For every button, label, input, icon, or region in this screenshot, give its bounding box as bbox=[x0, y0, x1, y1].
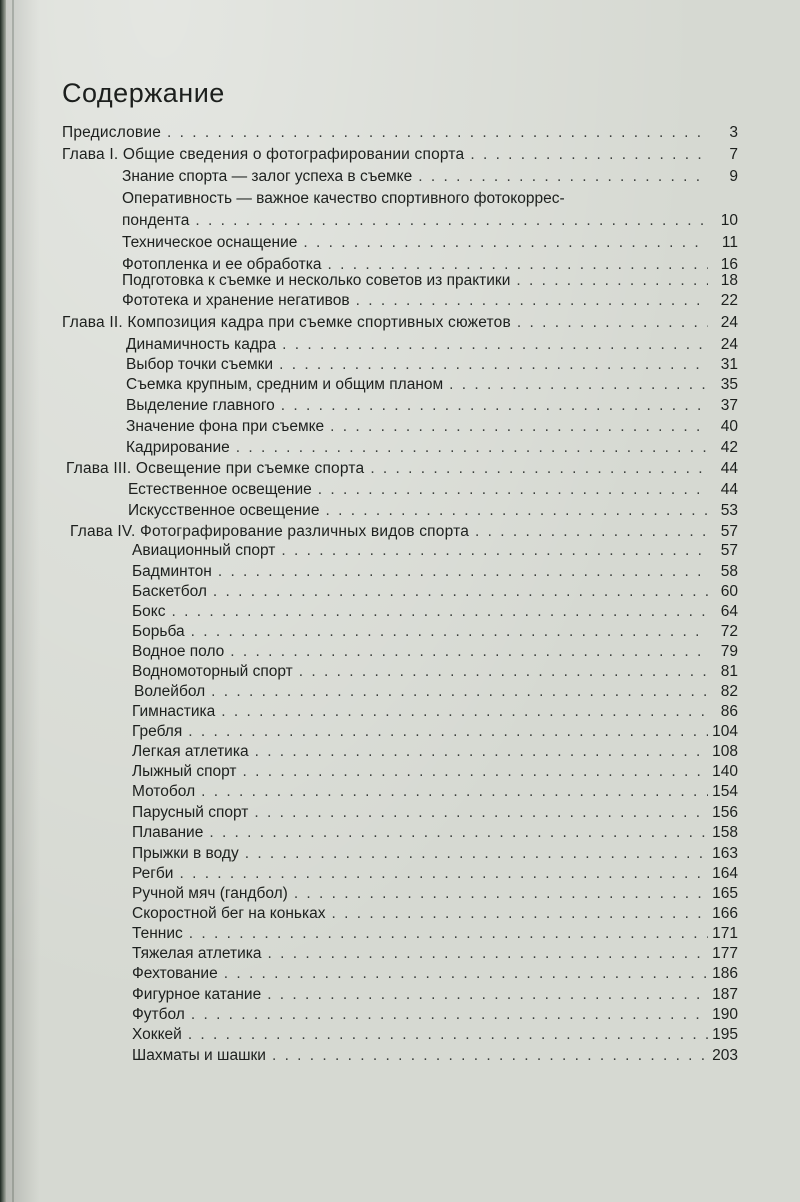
entry-title: Мотобол bbox=[132, 783, 196, 800]
entry-title: Футбол bbox=[132, 1006, 185, 1023]
toc-entry bbox=[132, 986, 738, 1008]
toc-entry bbox=[132, 945, 738, 967]
entry-title: Лыжный спорт bbox=[132, 763, 237, 780]
toc-entry bbox=[132, 885, 738, 907]
entry-title: Авиационный спорт bbox=[132, 542, 276, 559]
entry-page: 7 bbox=[729, 146, 738, 163]
toc-entry bbox=[132, 1047, 738, 1069]
entry-title: Съемка крупным, средним и общим планом bbox=[126, 376, 444, 393]
entry-title: Оперативность — важное качество спортивного фотокоррес- bbox=[122, 190, 565, 207]
toc-entry bbox=[132, 763, 738, 785]
toc-entry bbox=[122, 190, 738, 212]
entry-page: 140 bbox=[712, 763, 738, 780]
entry-title: Глава IV. Фотографирование различных видов спорта bbox=[70, 523, 470, 540]
entry-title: Кадрирование bbox=[126, 439, 230, 456]
entry-title: Скоростной бег на коньках bbox=[132, 905, 326, 922]
entry-page: 190 bbox=[712, 1006, 738, 1023]
entry-title: Баскетбол bbox=[132, 583, 207, 600]
entry-title: Теннис bbox=[132, 925, 183, 942]
entry-page: 3 bbox=[729, 124, 738, 141]
entry-page: 11 bbox=[721, 234, 738, 251]
entry-page: 72 bbox=[720, 623, 738, 640]
entry-title: Знание спорта — залог успеха в съемке bbox=[122, 168, 413, 185]
entry-title: Тяжелая атлетика bbox=[132, 945, 262, 962]
toc-entry bbox=[122, 292, 738, 314]
entry-title: Фототека и хранение негативов bbox=[122, 292, 350, 309]
entry-page: 104 bbox=[712, 723, 738, 740]
entry-page: 37 bbox=[720, 397, 738, 414]
entry-page: 24 bbox=[720, 336, 738, 353]
entry-page: 158 bbox=[712, 824, 738, 841]
entry-title: Легкая атлетика bbox=[132, 743, 249, 760]
toc-entry bbox=[122, 234, 738, 256]
toc-entry bbox=[126, 418, 738, 440]
toc-entry-chapter-2 bbox=[62, 314, 738, 336]
entry-title: Фотопленка и ее обработка bbox=[122, 256, 322, 273]
entry-page: 154 bbox=[712, 783, 738, 800]
entry-page: 64 bbox=[720, 603, 738, 620]
entry-page: 82 bbox=[720, 683, 738, 700]
entry-page: 44 bbox=[720, 481, 738, 498]
toc-entry bbox=[132, 723, 738, 745]
entry-title: Динамичность кадра bbox=[126, 336, 277, 353]
entry-title: Глава III. Освещение при съемке спорта bbox=[66, 460, 365, 477]
entry-page: 186 bbox=[712, 965, 738, 982]
entry-title: Глава I. Общие сведения о фотографировании спорта bbox=[62, 146, 465, 163]
entry-title: Водное поло bbox=[132, 643, 225, 660]
toc-entry bbox=[132, 845, 738, 867]
toc-entry bbox=[132, 824, 738, 846]
entry-title: Прыжки в воду bbox=[132, 845, 239, 862]
entry-page: 24 bbox=[720, 314, 738, 331]
entry-title: Искусственное освещение bbox=[128, 502, 320, 519]
page-title: Содержание bbox=[62, 78, 225, 108]
entry-page: 42 bbox=[720, 439, 738, 456]
toc-entry-preface bbox=[62, 124, 738, 146]
entry-page: 22 bbox=[720, 292, 738, 309]
toc-entry bbox=[132, 643, 738, 665]
entry-title: Значение фона при съемке bbox=[126, 418, 325, 435]
toc-entry bbox=[132, 804, 738, 826]
entry-page: 18 bbox=[720, 272, 738, 289]
toc-entry bbox=[122, 168, 738, 190]
entry-page: 156 bbox=[712, 804, 738, 821]
toc-entry bbox=[132, 703, 738, 725]
toc-entry bbox=[122, 212, 738, 234]
toc-entry bbox=[132, 563, 738, 585]
entry-page: 195 bbox=[712, 1026, 738, 1043]
entry-title: Глава II. Композиция кадра при съемке спортивных сюжетов bbox=[62, 314, 511, 331]
entry-page: 9 bbox=[729, 168, 738, 185]
entry-page: 81 bbox=[720, 663, 738, 680]
entry-page: 16 bbox=[720, 256, 738, 273]
toc-entry bbox=[132, 583, 738, 605]
entry-title: Плавание bbox=[132, 824, 204, 841]
entry-title: Бокс bbox=[132, 603, 166, 620]
toc-entry bbox=[132, 905, 738, 927]
entry-page: 177 bbox=[712, 945, 738, 962]
entry-page: 108 bbox=[712, 743, 738, 760]
toc-entry bbox=[128, 481, 738, 503]
toc-entry bbox=[126, 336, 738, 358]
toc-entry bbox=[126, 397, 738, 419]
toc-entry bbox=[132, 663, 738, 685]
entry-page: 58 bbox=[720, 563, 738, 580]
toc-entry bbox=[132, 783, 738, 805]
toc-entry bbox=[134, 683, 738, 705]
entry-page: 31 bbox=[720, 356, 738, 373]
toc-entry bbox=[132, 1026, 738, 1048]
entry-page: 35 bbox=[720, 376, 738, 393]
toc-entry bbox=[132, 743, 738, 765]
entry-title: Фигурное катание bbox=[132, 986, 262, 1003]
entry-title: Естественное освещение bbox=[128, 481, 312, 498]
entry-title: Гимнастика bbox=[132, 703, 216, 720]
toc-entry bbox=[132, 925, 738, 947]
toc-entry bbox=[132, 542, 738, 564]
entry-page: 79 bbox=[720, 643, 738, 660]
entry-title: пондента bbox=[122, 212, 190, 229]
entry-title: Шахматы и шашки bbox=[132, 1047, 266, 1064]
entry-page: 57 bbox=[720, 542, 738, 559]
entry-page: 164 bbox=[712, 865, 738, 882]
entry-page: 44 bbox=[720, 460, 738, 477]
entry-page: 187 bbox=[712, 986, 738, 1003]
entry-title: Выбор точки съемки bbox=[126, 356, 274, 373]
entry-page: 60 bbox=[720, 583, 738, 600]
entry-page: 165 bbox=[712, 885, 738, 902]
toc-entry bbox=[128, 502, 738, 524]
toc-entry-chapter-1 bbox=[62, 146, 738, 168]
entry-title: Гребля bbox=[132, 723, 183, 740]
toc-entry bbox=[132, 623, 738, 645]
entry-title: Техническое оснащение bbox=[122, 234, 298, 251]
toc-entry bbox=[132, 865, 738, 887]
entry-title: Фехтование bbox=[132, 965, 218, 982]
toc-entry bbox=[132, 1006, 738, 1028]
entry-page: 203 bbox=[712, 1047, 738, 1064]
entry-title: Борьба bbox=[132, 623, 185, 640]
toc-entry bbox=[132, 965, 738, 987]
entry-title: Волейбол bbox=[134, 683, 206, 700]
entry-page: 86 bbox=[720, 703, 738, 720]
entry-title: Регби bbox=[132, 865, 174, 882]
toc-entry bbox=[126, 439, 738, 461]
entry-page: 163 bbox=[712, 845, 738, 862]
entry-title: Парусный спорт bbox=[132, 804, 249, 821]
toc-entry bbox=[122, 272, 738, 294]
entry-title: Бадминтон bbox=[132, 563, 212, 580]
toc-entry bbox=[126, 356, 738, 378]
entry-title: Подготовка к съемке и несколько советов из практики bbox=[122, 272, 511, 289]
entry-page: 166 bbox=[712, 905, 738, 922]
entry-title: Хоккей bbox=[132, 1026, 182, 1043]
entry-title: Предисловие bbox=[62, 124, 162, 141]
entry-page: 10 bbox=[720, 212, 738, 229]
toc-entry-chapter-3 bbox=[66, 460, 738, 482]
entry-page: 57 bbox=[720, 523, 738, 540]
entry-page: 53 bbox=[720, 502, 738, 519]
entry-page: 40 bbox=[720, 418, 738, 435]
entry-title: Ручной мяч (гандбол) bbox=[132, 885, 288, 902]
entry-title: Выделение главного bbox=[126, 397, 275, 414]
entry-title: Водномоторный спорт bbox=[132, 663, 293, 680]
toc-entry bbox=[126, 376, 738, 398]
entry-page: 171 bbox=[712, 925, 738, 942]
toc-entry bbox=[132, 603, 738, 625]
